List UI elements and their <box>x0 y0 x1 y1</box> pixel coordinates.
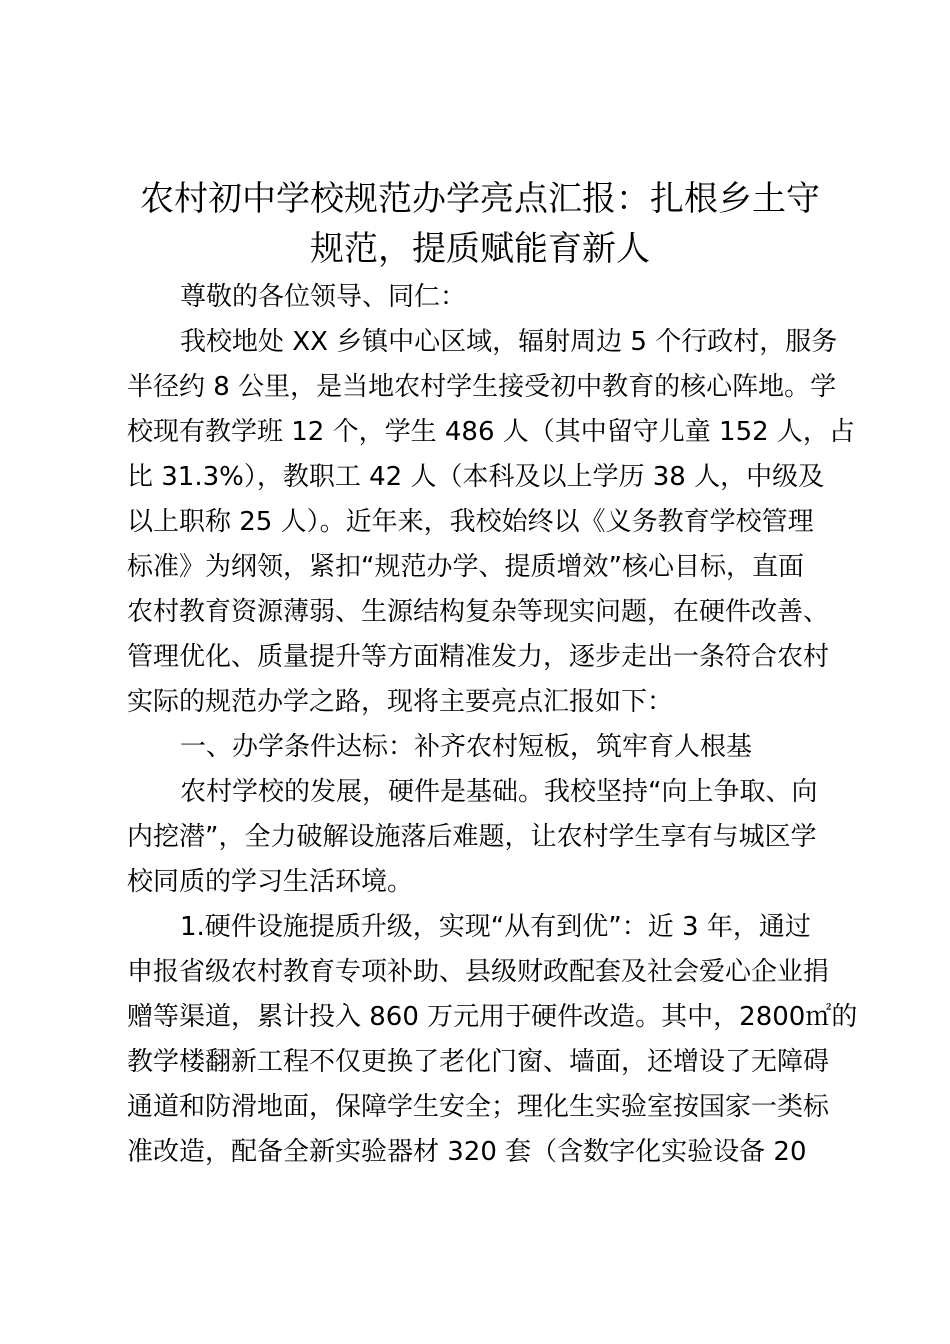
intro-line: 比 31.3%），教职工 42 人（本科及以上学历 38 人，中级及 <box>127 462 825 492</box>
intro-line: 管理优化、质量提升等方面精准发力，逐步走出一条符合农村 <box>127 642 830 672</box>
intro-line: 我校地处 XX 乡镇中心区域，辐射周边 5 个行政村，服务 <box>180 327 838 357</box>
document-title-line-1: 农村初中学校规范办学亮点汇报：扎根乡土守 <box>140 179 820 219</box>
item-paragraph-line: 教学楼翻新工程不仅更换了老化门窗、墙面，还增设了无障碍 <box>127 1047 830 1077</box>
intro-line: 校现有教学班 12 个，学生 486 人（其中留守儿童 152 人，占 <box>127 417 855 447</box>
item-paragraph-line: 通道和防滑地面，保障学生安全；理化生实验室按国家一类标 <box>127 1092 830 1122</box>
intro-line: 半径约 8 公里，是当地农村学生接受初中教育的核心阵地。学 <box>127 372 837 402</box>
item-paragraph-line: 赠等渠道，累计投入 860 万元用于硬件改造。其中，2800㎡的 <box>127 1002 858 1032</box>
section-paragraph-line: 校同质的学习生活环境。 <box>127 867 414 897</box>
intro-line: 农村教育资源薄弱、生源结构复杂等现实问题，在硬件改善、 <box>127 597 830 627</box>
intro-line: 标准》为纲领，紧扣“规范办学、提质增效”核心目标，直面 <box>127 552 804 582</box>
section-paragraph-line: 内挖潜”，全力破解设施落后难题，让农村学生享有与城区学 <box>127 822 817 852</box>
greeting: 尊敬的各位领导、同仁： <box>180 282 467 312</box>
intro-line: 以上职称 25 人）。近年来，我校始终以《义务教育学校管理 <box>127 507 814 537</box>
section-paragraph-line: 农村学校的发展，硬件是基础。我校坚持“向上争取、向 <box>180 777 818 807</box>
section-heading: 一、办学条件达标：补齐农村短板，筑牢育人根基 <box>180 732 753 762</box>
item-paragraph-line: 申报省级农村教育专项补助、县级财政配套及社会爱心企业捐 <box>127 957 830 987</box>
item-paragraph-line: 准改造，配备全新实验器材 320 套（含数字化实验设备 20 <box>127 1137 807 1167</box>
document-title-line-2: 规范，提质赋能育新人 <box>310 229 650 269</box>
item-paragraph-line: 1.硬件设施提质升级，实现“从有到优”：近 3 年，通过 <box>180 912 811 942</box>
intro-line: 实际的规范办学之路，现将主要亮点汇报如下： <box>127 687 674 717</box>
